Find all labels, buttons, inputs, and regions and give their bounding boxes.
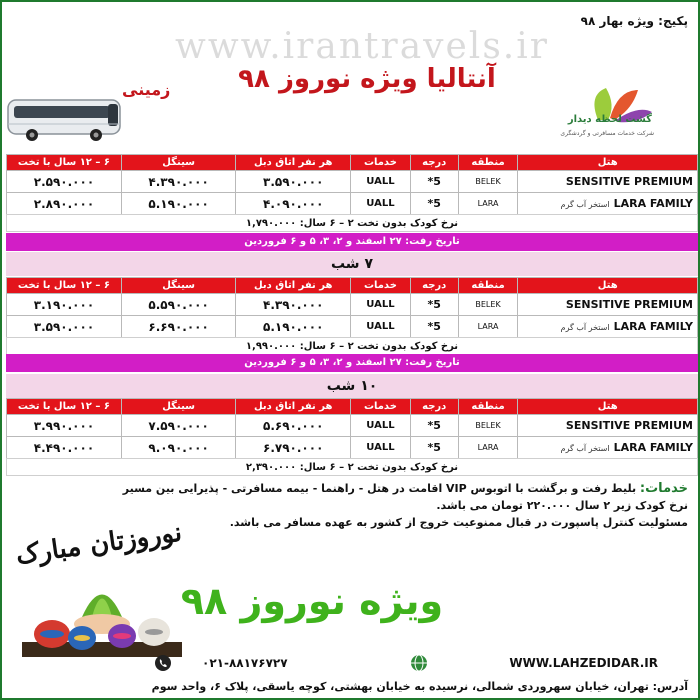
col-grade: درجه (410, 399, 458, 415)
col-zone: منطقه (458, 155, 518, 171)
child-price: ۲.۸۹۰.۰۰۰ (7, 193, 122, 215)
globe-icon (410, 654, 428, 672)
single-price: ۷.۵۹۰.۰۰۰ (121, 415, 235, 437)
departure-dates: تاریخ رفت: ۲۷ اسفند و ۲، ۳، ۵ و ۶ فروردین (6, 233, 698, 251)
double-price: ۳.۵۹۰.۰۰۰ (236, 171, 351, 193)
col-single: سینگل (121, 155, 235, 171)
col-single: سینگل (121, 399, 235, 415)
main-title: آنتالیا ویژه نوروز ۹۸ (238, 64, 496, 94)
col-hotel: هتل (518, 278, 698, 294)
service-cell: UALL (351, 193, 411, 215)
col-grade: درجه (410, 155, 458, 171)
service-cell: UALL (351, 316, 411, 338)
logo-text: گشت لحظه دیدار (567, 114, 652, 125)
hotel-name: LARA FAMILY (613, 441, 693, 454)
zone-cell: BELEK (458, 294, 518, 316)
zone-cell: BELEK (458, 171, 518, 193)
service-cell: UALL (351, 415, 411, 437)
price-table-3 (6, 398, 698, 459)
table-row (7, 415, 698, 437)
price-table-2 (6, 277, 698, 338)
price-table-1 (6, 154, 698, 215)
hotel-name: LARA FAMILY (613, 197, 693, 210)
hotel-cell (518, 437, 698, 459)
hotel-name: LARA FAMILY (613, 320, 693, 333)
double-price: ۶.۷۹۰.۰۰۰ (236, 437, 351, 459)
col-double: هر نفر اتاق دبل (236, 278, 351, 294)
zone-cell: LARA (458, 437, 518, 459)
greeting-text: نوروزتان مبارک (14, 517, 184, 571)
hotel-name: SENSITIVE PREMIUM (565, 175, 693, 188)
col-zone: منطقه (458, 399, 518, 415)
child-price: ۳.۱۹۰.۰۰۰ (7, 294, 122, 316)
hotel-cell (518, 193, 698, 215)
departure-dates: تاریخ رفت: ۲۷ اسفند و ۲، ۳، ۵ و ۶ فروردین (6, 354, 698, 372)
nights-label: ۱۰ شب (6, 374, 698, 398)
single-price: ۵.۱۹۰.۰۰۰ (121, 193, 235, 215)
col-hotel: هتل (518, 399, 698, 415)
child-note: نرخ کودک بدون تخت ۲ – ۶ سال: ۱,۹۹۰.۰۰۰ (6, 337, 698, 355)
col-grade: درجه (410, 278, 458, 294)
bus-image (4, 92, 124, 144)
nights-label: ۷ شب (6, 252, 698, 276)
main-title-sub: زمینی (122, 80, 171, 99)
double-price: ۴.۰۹۰.۰۰۰ (236, 193, 351, 215)
services-text: بلیط رفت و برگشت با اتوبوس VIP اقامت در هتل - راهنما - بیمه مسافرتی - پذیرایی بین مسیر (122, 482, 637, 495)
child-price: ۳.۹۹۰.۰۰۰ (7, 415, 122, 437)
table-row (7, 437, 698, 459)
hotel-name: SENSITIVE PREMIUM (565, 298, 693, 311)
hotel-name: SENSITIVE PREMIUM (565, 419, 693, 432)
service-cell: UALL (351, 437, 411, 459)
grade-cell: 5* (410, 171, 458, 193)
phone-number[interactable]: ۰۲۱-۸۸۱۷۶۷۲۷ (202, 656, 288, 670)
haftsin-image (22, 572, 182, 657)
hotel-cell (518, 316, 698, 338)
double-price: ۵.۱۹۰.۰۰۰ (236, 316, 351, 338)
services-lead: خدمات: (639, 481, 688, 496)
service-cell: UALL (351, 171, 411, 193)
single-price: ۶.۶۹۰.۰۰۰ (121, 316, 235, 338)
website-link[interactable]: WWW.LAHZEDIDAR.IR (509, 656, 658, 670)
hotel-sub: استخر آب گرم (560, 444, 610, 453)
hotel-cell (518, 294, 698, 316)
child-note: نرخ کودک بدون تخت ۲ – ۶ سال: ۲,۳۹۰.۰۰۰ (6, 458, 698, 476)
promo-title-text: ویژه نوروز ۹۸ (180, 579, 444, 623)
package-label: پکیج: ویژه بهار ۹۸ (580, 14, 688, 28)
zone-cell: BELEK (458, 415, 518, 437)
child-price: ۴.۴۹۰.۰۰۰ (7, 437, 122, 459)
col-zone: منطقه (458, 278, 518, 294)
child-price: ۲.۵۹۰.۰۰۰ (7, 171, 122, 193)
phone-icon (154, 654, 172, 672)
hotel-cell (518, 171, 698, 193)
address: آدرس: تهران، خیابان سهروردی شمالی، نرسیده به خیابان بهشتی، کوچه یاسقی، پلاک ۶، واحد سوم (151, 680, 688, 693)
table-row (7, 171, 698, 193)
col-service: خدمات (351, 155, 411, 171)
zone-cell: LARA (458, 316, 518, 338)
services-line-3: مسئولیت کنترل پاسپورت در قبال ممنوعیت خروج از کشور به عهده مسافر می باشد. (229, 516, 688, 529)
watermark: www.irantravels.ir (175, 26, 549, 67)
col-service: خدمات (351, 278, 411, 294)
col-service: خدمات (351, 399, 411, 415)
hotel-sub: استخر آب گرم (560, 323, 610, 332)
table-row (7, 193, 698, 215)
col-double: هر نفر اتاق دبل (236, 399, 351, 415)
hotel-sub: استخر آب گرم (560, 200, 610, 209)
table-header-row (7, 155, 698, 171)
col-double: هر نفر اتاق دبل (236, 155, 351, 171)
table-row (7, 294, 698, 316)
table-row (7, 316, 698, 338)
col-single: سینگل (121, 278, 235, 294)
logo-subtitle: شرکت خدمات مسافرتی و گردشگری (560, 130, 654, 137)
grade-cell: 5* (410, 294, 458, 316)
table-header-row (7, 278, 698, 294)
nowruz-greeting (12, 512, 187, 572)
single-price: ۵.۵۹۰.۰۰۰ (121, 294, 235, 316)
services-line-2: نرخ کودک زیر ۲ سال ۲۲۰.۰۰۰ تومان می باشد. (436, 499, 688, 512)
grade-cell: 5* (410, 316, 458, 338)
single-price: ۹.۰۹۰.۰۰۰ (121, 437, 235, 459)
grade-cell: 5* (410, 437, 458, 459)
table-header-row (7, 399, 698, 415)
zone-cell: LARA (458, 193, 518, 215)
grade-cell: 5* (410, 193, 458, 215)
col-child: ۶ – ۱۲ سال با تخت (7, 155, 122, 171)
double-price: ۵.۶۹۰.۰۰۰ (236, 415, 351, 437)
grade-cell: 5* (410, 415, 458, 437)
col-child: ۶ – ۱۲ سال با تخت (7, 278, 122, 294)
child-price: ۳.۵۹۰.۰۰۰ (7, 316, 122, 338)
single-price: ۴.۳۹۰.۰۰۰ (121, 171, 235, 193)
col-child: ۶ – ۱۲ سال با تخت (7, 399, 122, 415)
double-price: ۴.۳۹۰.۰۰۰ (236, 294, 351, 316)
col-hotel: هتل (518, 155, 698, 171)
services-line-1 (8, 480, 688, 497)
hotel-cell (518, 415, 698, 437)
child-note: نرخ کودک بدون تخت ۲ – ۶ سال: ۱,۷۹۰.۰۰۰ (6, 214, 698, 232)
service-cell: UALL (351, 294, 411, 316)
nowruz-98-title (180, 542, 444, 652)
